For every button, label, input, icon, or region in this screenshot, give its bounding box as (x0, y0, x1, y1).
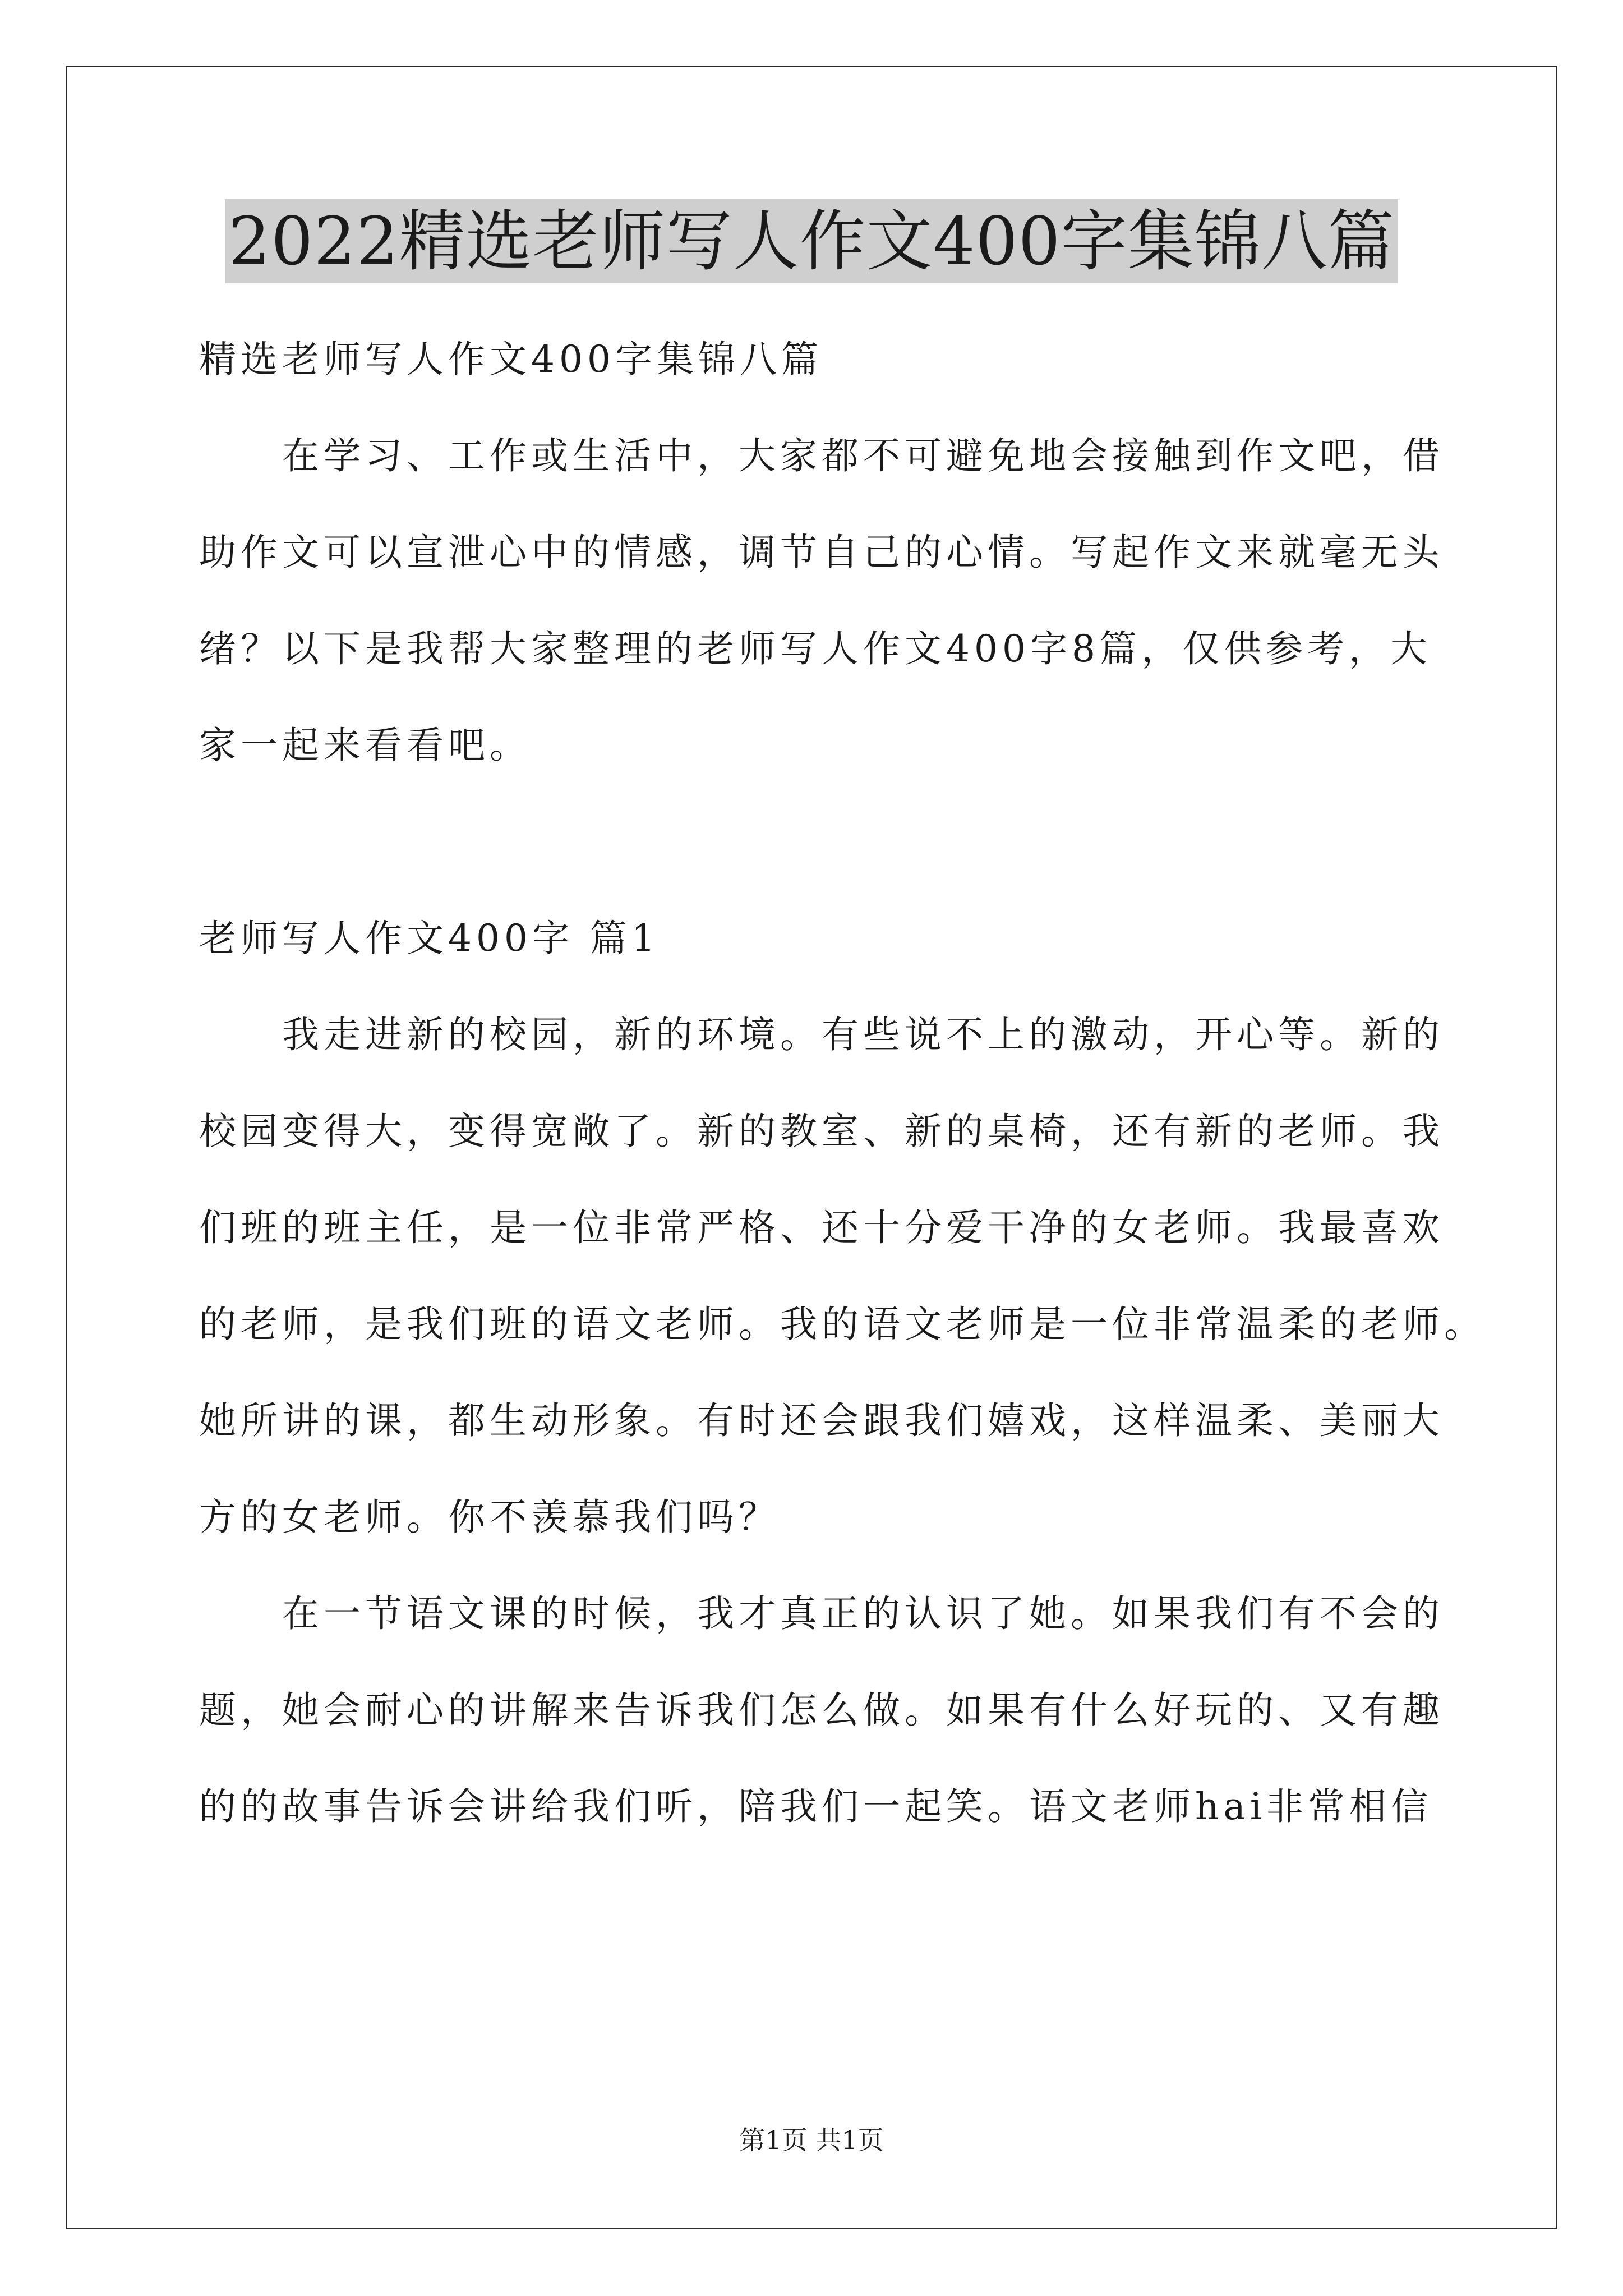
para2-line: 的的故事告诉会讲给我们听，陪我们一起笑。语文老师hai非常相信 (199, 1785, 1432, 1828)
intro-line: 绪？以下是我帮大家整理的老师写人作文400字8篇，仅供参考，大 (199, 627, 1432, 670)
para1-line: 方的女老师。你不羡慕我们吗？ (199, 1496, 780, 1539)
section-heading: 老师写人作文400字 篇1 (199, 917, 660, 960)
intro-line: 助作文可以宣泄心中的情感，调节自己的心情。写起作文来就毫无头 (199, 531, 1444, 574)
para2-line: 题，她会耐心的讲解来告诉我们怎么做。如果有什么好玩的、又有趣 (199, 1688, 1444, 1732)
para1-line: 的老师，是我们班的语文老师。我的语文老师是一位非常温柔的老师。 (199, 1303, 1486, 1346)
intro-line: 在学习、工作或生活中，大家都不可避免地会接触到作文吧，借 (282, 434, 1444, 477)
title-container (0, 199, 1623, 283)
subtitle: 精选老师写人作文400字集锦八篇 (199, 338, 823, 381)
document-body (199, 311, 1486, 1855)
para1-line: 我走进新的校园，新的环境。有些说不上的激动，开心等。新的 (282, 1013, 1444, 1056)
intro-line: 家一起来看看吧。 (199, 724, 531, 767)
paragraph-gap (199, 794, 1433, 890)
para1-line: 她所讲的课，都生动形象。有时还会跟我们嬉戏，这样温柔、美丽大 (199, 1399, 1444, 1442)
document-title: 2022精选老师写人作文400字集锦八篇 (225, 199, 1398, 283)
page-footer: 第1页 共1页 (739, 2125, 884, 2155)
para1-line: 校园变得大，变得宽敞了。新的教室、新的桌椅，还有新的老师。我 (199, 1110, 1444, 1153)
para2-line: 在一节语文课的时候，我才真正的认识了她。如果我们有不会的 (282, 1592, 1444, 1635)
para1-line: 们班的班主任，是一位非常严格、还十分爱干净的女老师。我最喜欢 (199, 1206, 1444, 1249)
